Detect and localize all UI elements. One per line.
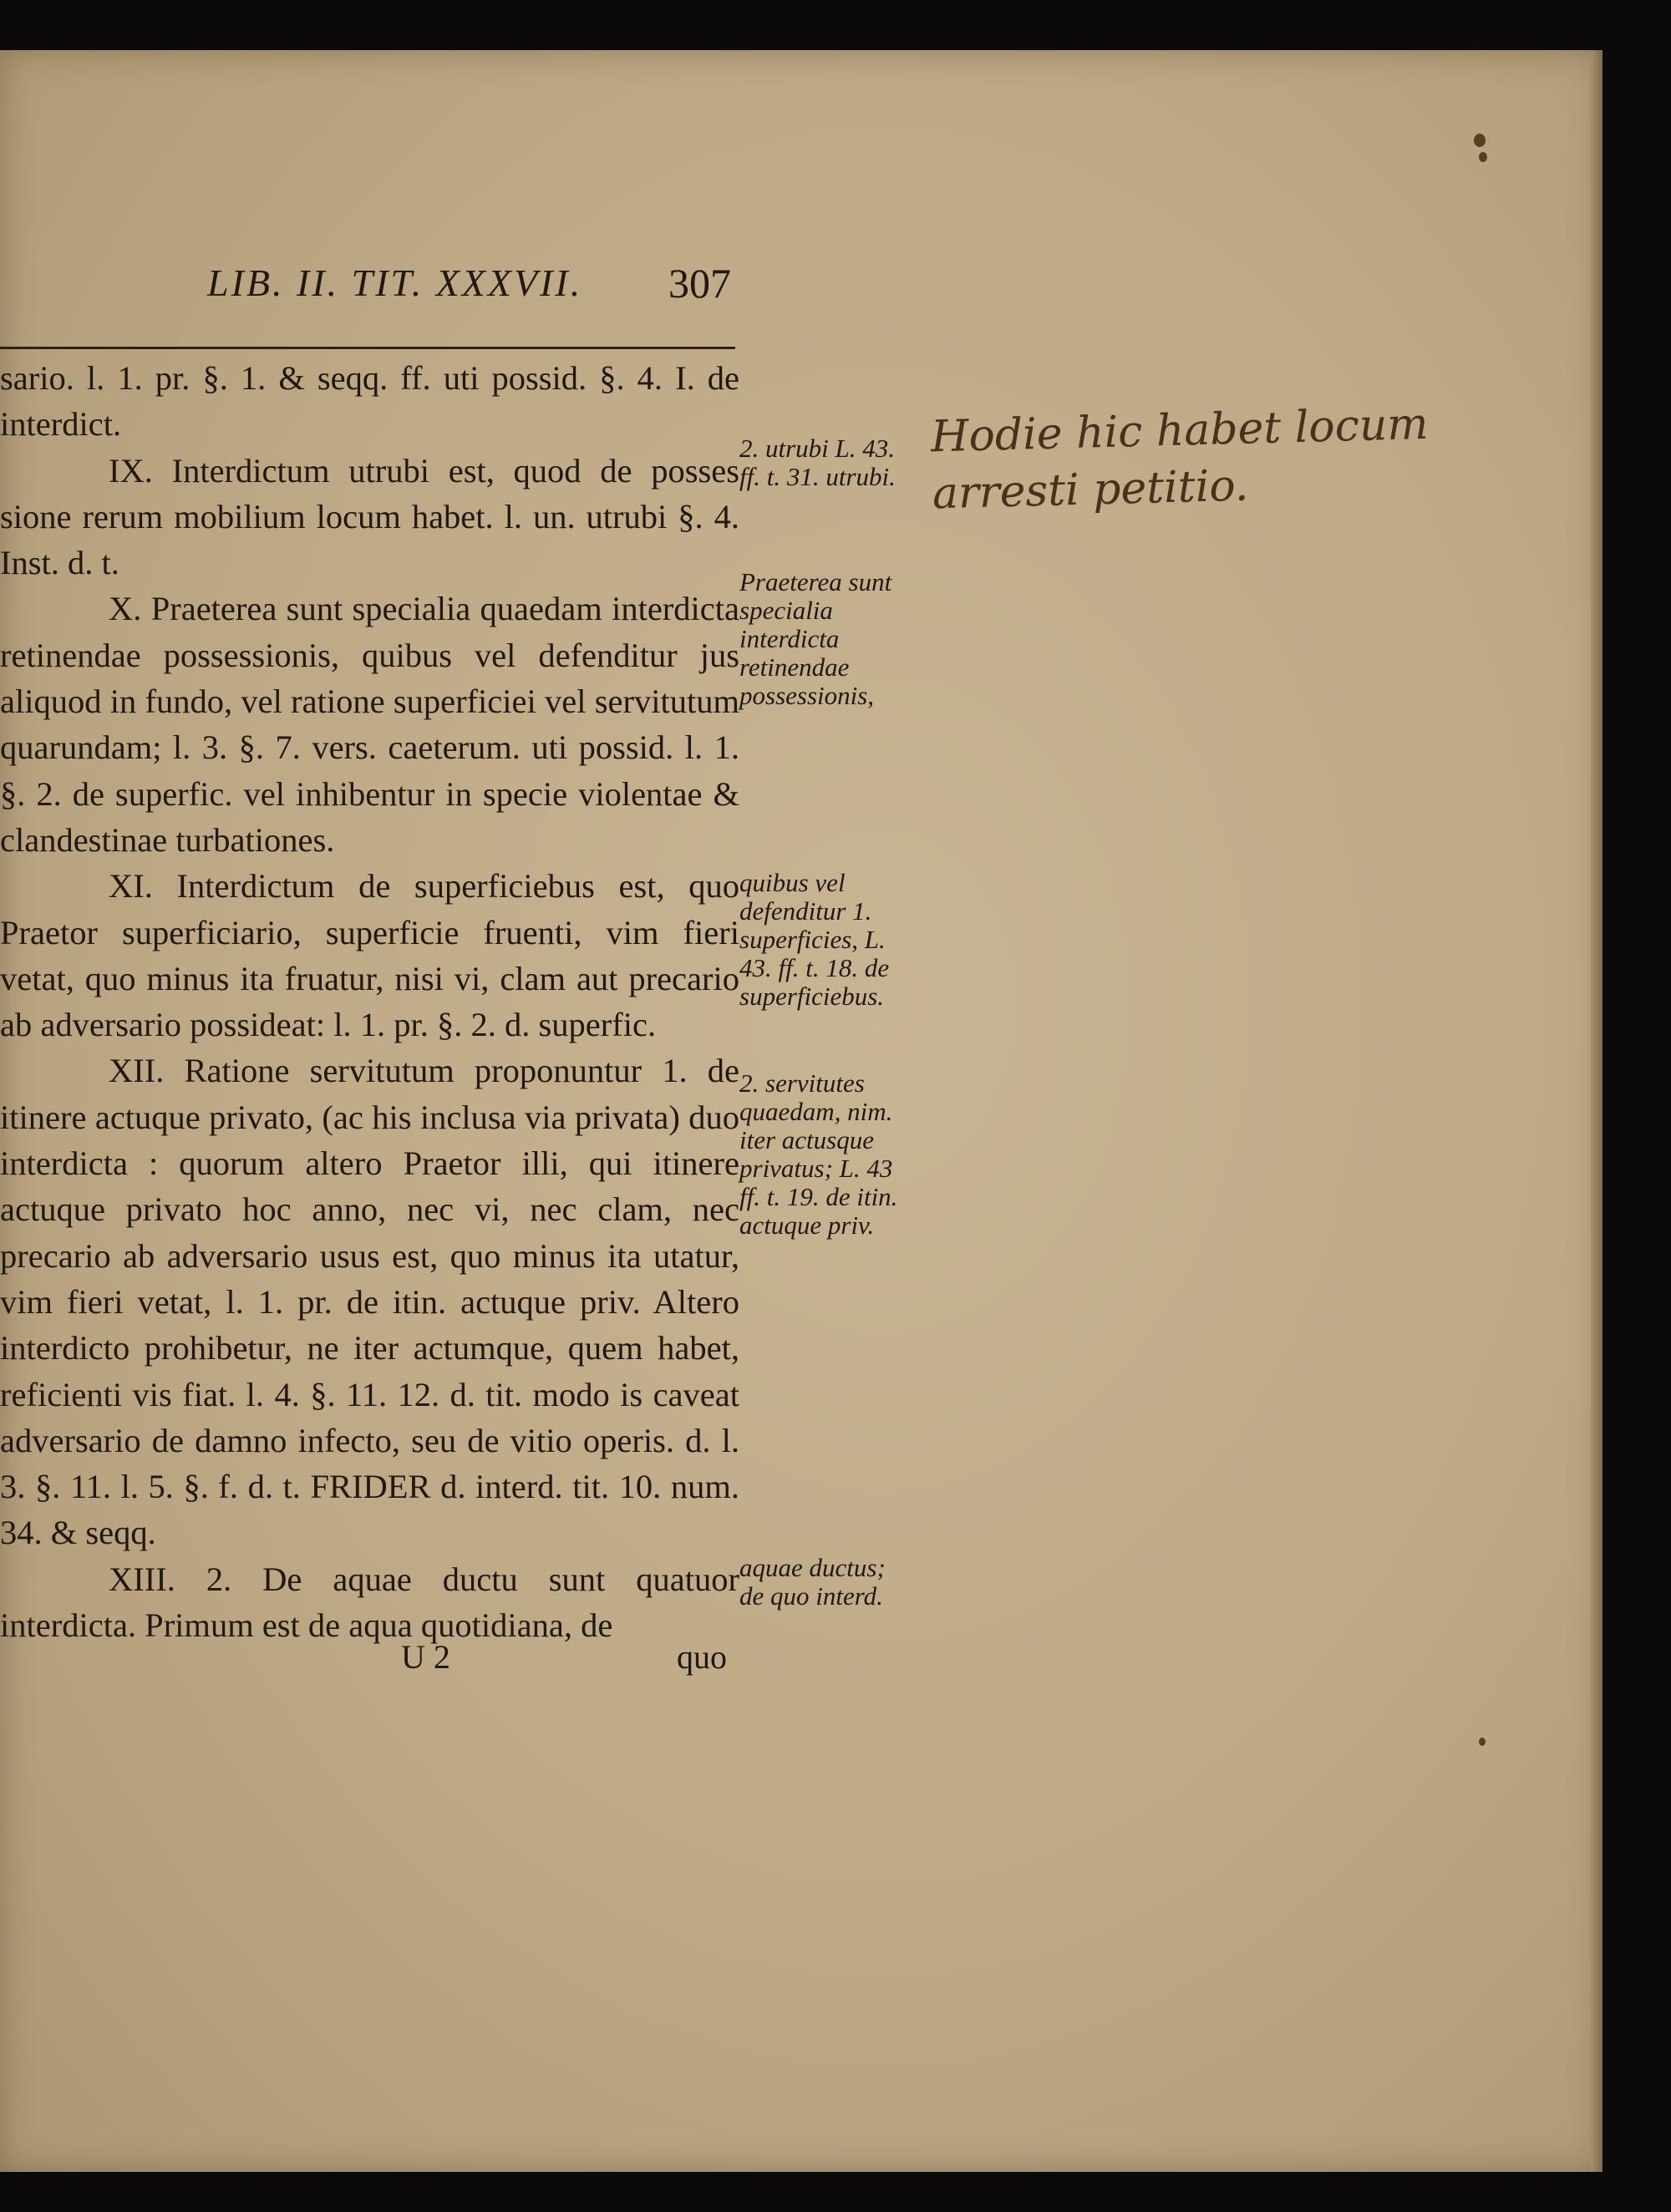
paragraph-continued: sario. l. 1. pr. §. 1. & seqq. ff. uti possid. §. 4. I. de interdict. [0,359,739,444]
page-edge [1591,50,1602,2172]
ink-spot [1474,134,1486,147]
main-text-column [0,355,739,1648]
page-footer [0,1637,902,1687]
running-title: LIB. II. TIT. XXXVII. [207,261,583,304]
paragraph-ix: IX. Interdictum utrubi est, quod de posses sione rerum mobilium locum habet. l. un. utrubi §. 4. Inst. d. t. [0,451,739,582]
margin-note-superficies: quibus vel defenditur 1. superficies, L. 43. ff. t. 18. de superficiebus. [739,868,890,1011]
paragraph-xii: XII. Ratione servitutum proponuntur 1. de itinere actuque privato, (ac his inclusa via privata) duo interdicta : quorum altero Praetor illi, qui itinere actuque privato hoc anno, nec vi, nec clam, nec precario ab adversario usus est, quo minus ita utatur, vim fieri vetat, l. 1. pr. de itin. actuque priv. Altero interdicto prohibetur, ne iter actumque, quem habet, reficienti vis fiat. l. 4. §. 11. 12. d. tit. modo is caveat adversario de damno infecto, seu de vitio operis. d. l. 3. §. 11. l. 5. §. f. d. t. FRIDER d. interd. tit. 10. num. 34. & seqq. [0,1052,739,1552]
page-number: 307 [668,260,731,307]
paragraph-xi: XI. Interdictum de superficiebus est, quo Praetor superficiario, superficie fruenti, vim fieri vetat, quo minus ita fruatur, nisi vi, clam aut precario ab adversario possideat: l. 1. pr. §. 2. d. superfic. [0,867,739,1044]
margin-note-utrubi: 2. utrubi L. 43. ff. t. 31. utrubi. [739,434,896,491]
margin-note-servitutes: 2. servitutes quaedam, nim. iter actusque privatus; L. 43 ff. t. 19. de itin. actuque priv. [739,1068,898,1240]
ink-spot [1479,152,1487,162]
running-header [0,242,752,317]
handwritten-line-2: arresti petitio. [932,460,1249,520]
book-page [0,50,1602,2172]
paragraph-xiii: XIII. 2. De aquae ductu sunt quatuor interdicta. Primum est de aqua quotidiana, de [0,1560,739,1645]
margin-note-praeterea: Praeterea sunt specialia interdicta retinendae possessionis, [739,567,892,710]
paragraph-x: X. Praeterea sunt specialia quaedam interdicta retinendae possessionis, quibus vel defenditur jus aliquod in fundo, vel ratione superficiei vel servitutum quarundam; l. 3. §. 7. vers. caeterum. uti possid. l. 1. §. 2. de superfic. vel inhibentur in specie violentae & clandestinae turbationes. [0,590,739,859]
handwritten-annotation [930,393,1534,523]
handwritten-line-1: Hodie hic habet locum [930,398,1430,463]
header-rule [0,347,735,349]
signature-mark: U 2 [401,1638,450,1676]
ink-spot [1479,1738,1486,1746]
catchword: quo [677,1638,727,1676]
margin-note-aquae-ductus: aquae ductus; de quo interd. [739,1553,886,1611]
